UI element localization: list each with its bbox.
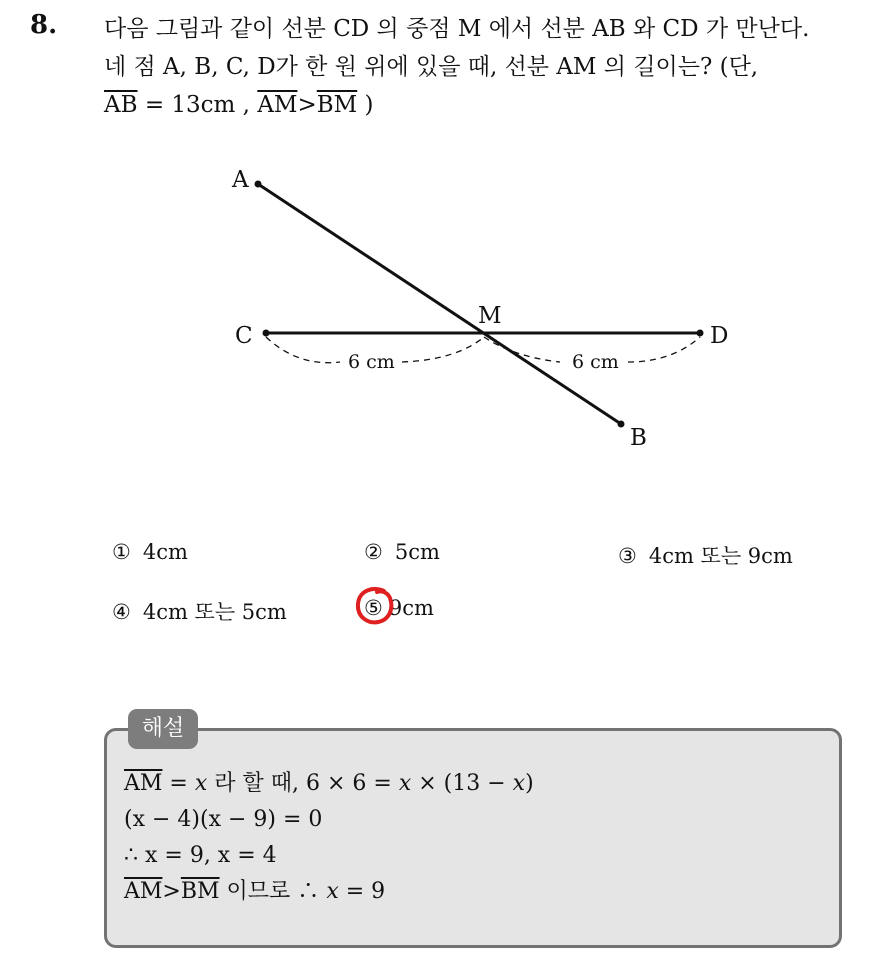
choice-3-text: 4cm 또는 9cm — [648, 544, 793, 568]
segment-ab: $\overline{AB}$ — [104, 92, 138, 118]
choice-4-mark: ④ — [112, 600, 131, 624]
choice-1-mark: ① — [112, 540, 131, 564]
solution-line-4 — [124, 874, 534, 910]
segment-am: $\overline{AM}$ — [257, 92, 298, 118]
choice-4-text: 4cm 또는 5cm — [142, 600, 287, 624]
choice-2-mark: ② — [364, 540, 383, 564]
label-b: B — [630, 425, 647, 451]
question-line-2: 네 점 A, B, C, D가 한 원 위에 있을 때, 선분 AM 의 길이는? (단, — [104, 54, 759, 80]
condition-close: ) — [357, 92, 374, 118]
solution-line-2: (x − 4)(x − 9) = 0 — [124, 807, 323, 832]
label-d: D — [710, 323, 729, 349]
question-number: 8. — [30, 10, 58, 40]
choice-3[interactable] — [618, 540, 793, 570]
point-c — [263, 330, 270, 337]
sol-l3-therefore: ∴ — [124, 843, 145, 868]
sol-l1-end: ) — [525, 771, 534, 796]
choice-3-mark: ③ — [618, 544, 637, 568]
choice-2-text: 5cm — [394, 540, 440, 564]
choice-5-text: 9cm — [388, 596, 434, 620]
point-a — [255, 181, 262, 188]
sol-l1-eq: = — [162, 771, 195, 796]
sol-l4-end: = 9 — [338, 879, 386, 904]
sol-l4-mid: 이므로 ∴ — [219, 879, 327, 904]
choice-5-mark: ⑤ — [364, 596, 383, 620]
label-c: C — [235, 323, 253, 349]
segment-bm: $\overline{BM}$ — [316, 92, 358, 118]
dashed-arc-cm-right — [402, 337, 484, 362]
solution-body — [124, 766, 534, 910]
sol-l4-am: $\overline{AM}$ — [124, 879, 163, 904]
greater-than: > — [297, 92, 317, 118]
sol-l1-x2: x — [398, 771, 412, 796]
label-m: M — [478, 303, 502, 329]
choice-2[interactable] — [364, 540, 440, 564]
segment-ab-line — [258, 184, 621, 424]
choice-1[interactable] — [112, 540, 188, 564]
sol-l1-x3: x — [512, 771, 526, 796]
sol-l1-x: x — [194, 771, 208, 796]
choice-1-text: 4cm — [142, 540, 188, 564]
sol-l1-rest: 라 할 때, 6 × 6 = — [207, 771, 399, 796]
sol-l4-bm: $\overline{BM}$ — [180, 879, 220, 904]
dashed-arc-md-right — [628, 337, 700, 362]
solution-line-1 — [124, 766, 534, 802]
choice-4[interactable] — [112, 596, 287, 626]
length-cm-label: 6 cm — [348, 351, 395, 373]
point-b — [618, 421, 625, 428]
question-line-1: 다음 그림과 같이 선분 CD 의 중점 M 에서 선분 AB 와 CD 가 만난다. — [104, 16, 810, 42]
solution-line-3 — [124, 838, 534, 874]
ab-length: = 13cm , — [137, 92, 258, 118]
sol-segment-am: $\overline{AM}$ — [124, 771, 163, 796]
sol-l1-times: × (13 − — [411, 771, 513, 796]
sol-l3-body: x = 9, x = 4 — [145, 843, 277, 868]
solution-tag: 해설 — [128, 709, 198, 749]
dashed-arc-cm-left — [266, 337, 340, 363]
answer-mark-circle — [354, 585, 396, 627]
label-a: A — [232, 167, 249, 193]
sol-l4-x: x — [326, 879, 339, 904]
length-md-label: 6 cm — [572, 351, 619, 373]
sol-l4-gt: > — [162, 879, 181, 904]
point-d — [697, 330, 704, 337]
